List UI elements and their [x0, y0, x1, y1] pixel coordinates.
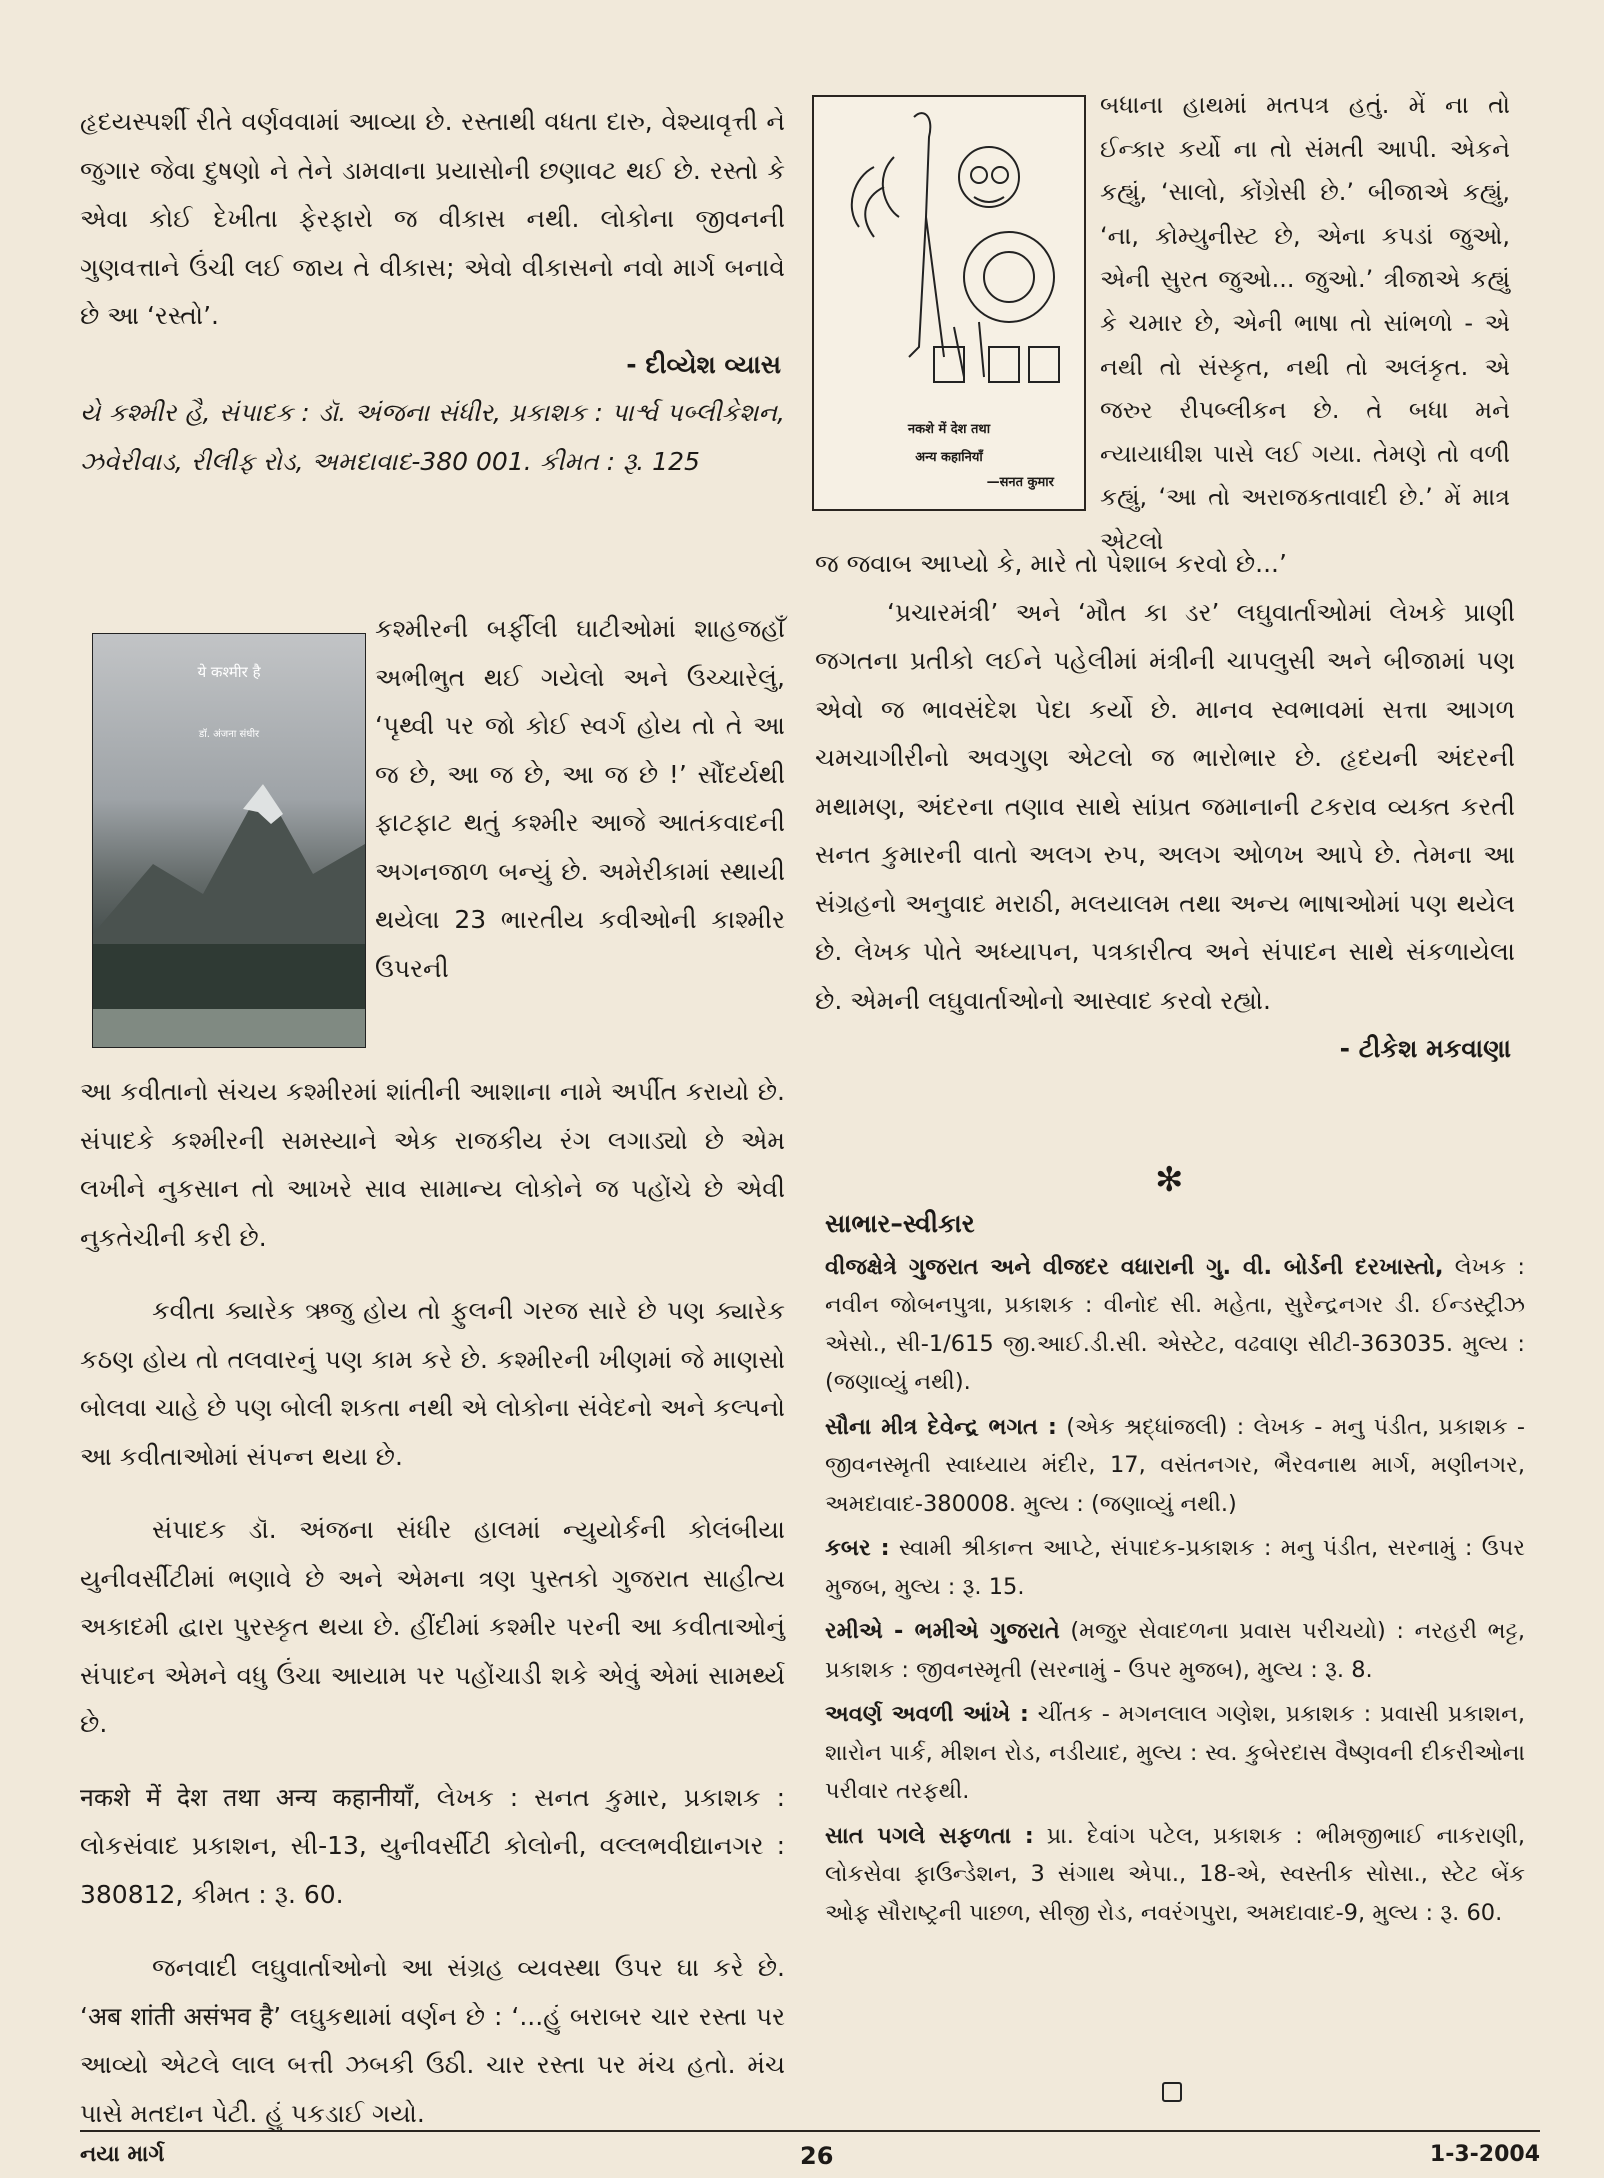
acknowledgement-section — [825, 1205, 1525, 1938]
book-details-nakshe: नकशे में देश तथा अन्य कहानीयाँ, લેખક : સનત કુમાર, પ્રકાશક : લોકસંવાદ પ્રકાશન, સી-13, યુનીવર્સીટી કોલોની, વલ્લભવીદ્યાનગર : 380812, કીમત : રૂ. 60. — [80, 1782, 785, 1909]
cover-editor: डॉ. अंजना संधीर — [198, 729, 260, 740]
list-item-details: લેખક : નવીન જોબનપુત્રા, પ્રકાશક : વીનોદ સી. મહેતા, સુરેન્દ્રનગર ડી. ઈન્ડસ્ટ્રીઝ એસો., સી-1/615 જી.આઈ.ડી.સી. એસ્ટેટ, વઢવાણ સીટી-363035. મુલ્ય : (જણાવ્યું નથી). — [825, 1253, 1525, 1395]
section-separator-star: ✻ — [1155, 1160, 1184, 1200]
editor-paragraph: સંપાદક ડૉ. અંજના સંધીર હાલમાં ન્યુયોર્કની કોલંબીયા યુનીવર્સીટીમાં ભણાવે છે અને એમના ત્રણ પુસ્તકો ગુજરાત સાહીત્ય અકાદમી દ્વારા પુરસ્કૃત થયા છે. હીંદીમાં કશ્મીર પરની આ કવીતાઓનું સંપાદન એમને વધુ ઉંચા આયામ પર પહોંચાડી શકે એવું એમાં સામર્થ્ય છે. — [80, 1515, 785, 1738]
kashmir-review-text: કશ્મીરની બર્ફીલી ઘાટીઓમાં શાહજહાઁ અભીભુત થઈ ગયેલો અને ઉચ્ચારેલું, ‘પૃથ્વી પર જો કોઈ સ્વર્ગ હોય તો તે આ જ છે, આ જ છે, આ જ છે !’ સૌંદર્યથી ફાટફાટ થતું કશ્મીર આજે આતંકવાદની અગનજાળ બન્યું છે. અમેરીકામાં સ્થાયી થયેલા 23 ભારતીય કવીઓની કાશ્મીર ઉપરની — [375, 614, 785, 983]
list-item-details: (મજુર સેવાદળના પ્રવાસ પરીચયો) : નરહરી ભટ્ટ, પ્રકાશક : જીવનસ્મૃતી (સરનામું - ઉપર મુજબ), મુલ્ય : રૂ. 8. — [825, 1618, 1525, 1683]
list-item-details: (એક શ્રદ્ધાંજલી) : લેખક - મનુ પંડીત, પ્રકાશક - જીવનસ્મૃતી સ્વાધ્યાય મંદીર, 17, વસંતનગર, ભૈરવનાથ માર્ગ, મણીનગર, અમદાવાદ-380008. મુલ્ય : (જણાવ્યું નથી.) — [825, 1413, 1525, 1517]
left-column-continued — [80, 1043, 785, 2163]
list-item-title: રમીએ - ભમીએ ગુજરાતે — [825, 1618, 1060, 1644]
review-paragraph-sanat: ‘પ્રચારમંત્રી’ અને ‘મૌત કા ડર’ લઘુવાર્તાઓમાં લેખકે પ્રાણી જગતના પ્રતીકો લઈને પહેલીમાં મંત્રીની ચાપલુસી અને બીજામાં પણ એવો જ ભાવસંદેશ પેદા કર્યો છે. માનવ સ્વભાવમાં સત્તા આગળ ચમચાગીરીનો અવગુણ એટલો જ ભારોભાર છે. હૃદયની અંદરની મથામણ, અંદરના તણાવ સાથે સાંપ્રત જમાનાની ટકરાવ વ્યક્ત કરતી સનત કુમારની વાતો અલગ રુપ, અલગ ઓળખ આપે છે. તેમના આ સંગ્રહનો અનુવાદ મરાઠી, મલયાલમ તથા અન્ય ભાષાઓમાં પણ થયેલ છે. લેખક પોતે અધ્યાપન, પત્રકારીત્વ અને સંપાદન સાથે સંકળાયેલા છે. એમની લઘુવાર્તાઓનો આસ્વાદ કરવો રહ્યો. — [815, 597, 1515, 1015]
end-of-article-icon — [1162, 2082, 1182, 2102]
poetry-paragraph: કવીતા ક્યારેક ઋજુ હોય તો ફુલની ગરજ સારે છે પણ ક્યારેક કઠણ હોય તો તલવારનું પણ કામ કરે છે. કશ્મીરની ખીણમાં જે માણસો બોલવા ચાહે છે પણ બોલી શકતા નથી એ લોકોના સંવેદનો અને કલ્પનો આ કવીતાઓમાં સંપન્ન થયા છે. — [80, 1296, 785, 1471]
sketch-drawing — [814, 97, 1084, 417]
signature-divyesh: - દીવ્યેશ વ્યાસ — [626, 349, 781, 379]
magazine-name: નયા માર્ગ — [80, 2142, 165, 2167]
page-footer — [80, 2130, 1540, 2170]
list-item-title: સૌના મીત્ર દેવેન્દ્ર ભગત : — [825, 1413, 1057, 1440]
intro-paragraph: હૃદયસ્પર્શી રીતે વર્ણવવામાં આવ્યા છે. રસ્તાથી વધતા દારુ, વેશ્યાવૃત્તી ને જુગાર જેવા દુષણો ને તેને ડામવાના પ્રયાસોની છણાવટ થઈ છે. રસ્તો કે એવા કોઈ દેખીતા ફેરફારો જ વીકાસ નથી. લોકોના જીવનની ગુણવત્તાને ઉંચી લઈ જાય તે વીકાસ; એવો વીકાસનો નવો માર્ગ બનાવે છે આ ‘રસ્તો’. — [80, 107, 785, 330]
list-item — [825, 1529, 1525, 1606]
list-item — [825, 1817, 1525, 1933]
cover-title: ये कश्मीर है — [197, 663, 261, 681]
book-details-kashmir: યે કશ્મીર હૈ, સંપાદક : ડૉ. અંજના સંધીર, પ્રકાશક : પાર્શ્વ પબ્લીકેશન, ઝવેરીવાડ, રીલીફ રોડ, અમદાવાદ-380 001. કીમત : રૂ. 125 — [80, 398, 785, 476]
story-quote-continued: જ જવાબ આપ્યો કે, મારે તો પેશાબ કરવો છે...’ — [815, 549, 1287, 578]
acknowledgement-heading: સાભાર–સ્વીકાર — [825, 1209, 975, 1238]
issue-date: 1-3-2004 — [1429, 2142, 1540, 2167]
list-item — [825, 1408, 1525, 1524]
book-cover-image — [92, 633, 366, 1048]
book-illustration — [812, 95, 1086, 511]
illustration-caption-line1: नकशे में देश तथा — [907, 422, 991, 437]
illustration-caption-line2: अन्य कहानियाँ — [915, 450, 983, 465]
list-item-details: ચીંતક - મગનલાલ ગણેશ, પ્રકાશક : પ્રવાસી પ્રકાશન, શારોન પાર્ક, મીશન રોડ, નડીયાદ, મુલ્ય : સ્વ. કુબેરદાસ વૈષ્ણવની દીકરીઓના પરીવાર તરફથી. — [825, 1701, 1525, 1804]
list-item-title: અવર્ણ અવળી આંખે : — [825, 1701, 1029, 1727]
left-column — [80, 98, 785, 486]
right-column — [815, 540, 1515, 1074]
list-item — [825, 1612, 1525, 1689]
page-number: 26 — [800, 2142, 834, 2170]
right-top-text: બધાના હાથમાં મતપત્ર હતું. મેં ના તો ઈન્કાર કર્યો ના તો સંમતી આપી. એકને કહ્યું, ‘સાલો, કોંગ્રેસી છે.’ બીજાએ કહ્યું, ‘ના, કોમ્યુનીસ્ટ છે, એના કપડાં જુઓ, એની સુરત જુઓ... જુઓ.’ ત્રીજાએ કહ્યું કે ચમાર છે, એની ભાષા તો સાંભળો - એ નથી તો સંસ્કૃત, નથી તો અલંકૃત. એ જરુર રીપબ્લીકન છે. તે બધા મને ન્યાયાધીશ પાસે લઈ ગયા. તેમણે તો વળી કહ્યું, ‘આ તો અરાજકતાવાદી છે.’ મેં માત્ર એટલો — [1100, 91, 1510, 555]
list-item-details: પ્રા. દેવાંગ પટેલ, પ્રકાશક : ભીમજીભાઈ નાકરાણી, લોકસેવા ફાઉન્ડેશન, 3 સંગાથ એપા., 18-એ, સ્વસ્તીક સોસા., સ્ટેટ બેંક ઓફ સૌરાષ્ટ્રની પાછળ, સીજી રોડ, નવરંગપુરા, અમદાવાદ-9, મુલ્ય : રૂ. 60. — [825, 1822, 1526, 1926]
mountain-landscape — [93, 634, 365, 1047]
list-item-title: કબર : — [825, 1535, 890, 1561]
janvadi-paragraph: જનવાદી લઘુવાર્તાઓનો આ સંગ્રહ વ્યવસ્થા ઉપર ઘા કરે છે. ‘अब शांती असंभव है’ લઘુકથામાં વર્ણન છે : ‘...હું બરાબર ચાર રસ્તા પર આવ્યો એટલે લાલ બત્તી ઝબકી ઉઠી. ચાર રસ્તા પર મંચ હતો. મંચ પાસે મતદાન પેટી. હું પકડાઈ ગયો. — [80, 1953, 785, 2128]
list-item-title: વીજક્ષેત્રે ગુજરાત અને વીજદર વધારાની ગુ. વી. બોર્ડની દરખાસ્તો, — [825, 1253, 1444, 1280]
list-item — [825, 1695, 1525, 1811]
kashmir-review-continued: આ કવીતાનો સંચય કશ્મીરમાં શાંતીની આશાના નામે અર્પીત કરાયો છે. સંપાદકે કશ્મીરની સમસ્યાને એક રાજકીય રંગ લગાડ્યો છે એમ લખીને નુકસાન તો આખરે સાવ સામાન્ય લોકોને જ પહોંચે છે એવી નુકતેચીની કરી છે. — [80, 1077, 785, 1252]
list-item-title: સાત પગલે સફળતા : — [825, 1822, 1034, 1849]
list-item-details: સ્વામી શ્રીકાન્ત આપ્ટે, સંપાદક-પ્રકાશક : મનુ પંડીત, સરનામું : ઉપર મુજબ, મુલ્ય : રૂ. 15. — [825, 1535, 1525, 1600]
signature-tikesh: - ટીકેશ મકવાણા — [1339, 1034, 1511, 1063]
illustration-caption-author: —सनत कुमार — [986, 475, 1054, 490]
list-item — [825, 1248, 1525, 1402]
